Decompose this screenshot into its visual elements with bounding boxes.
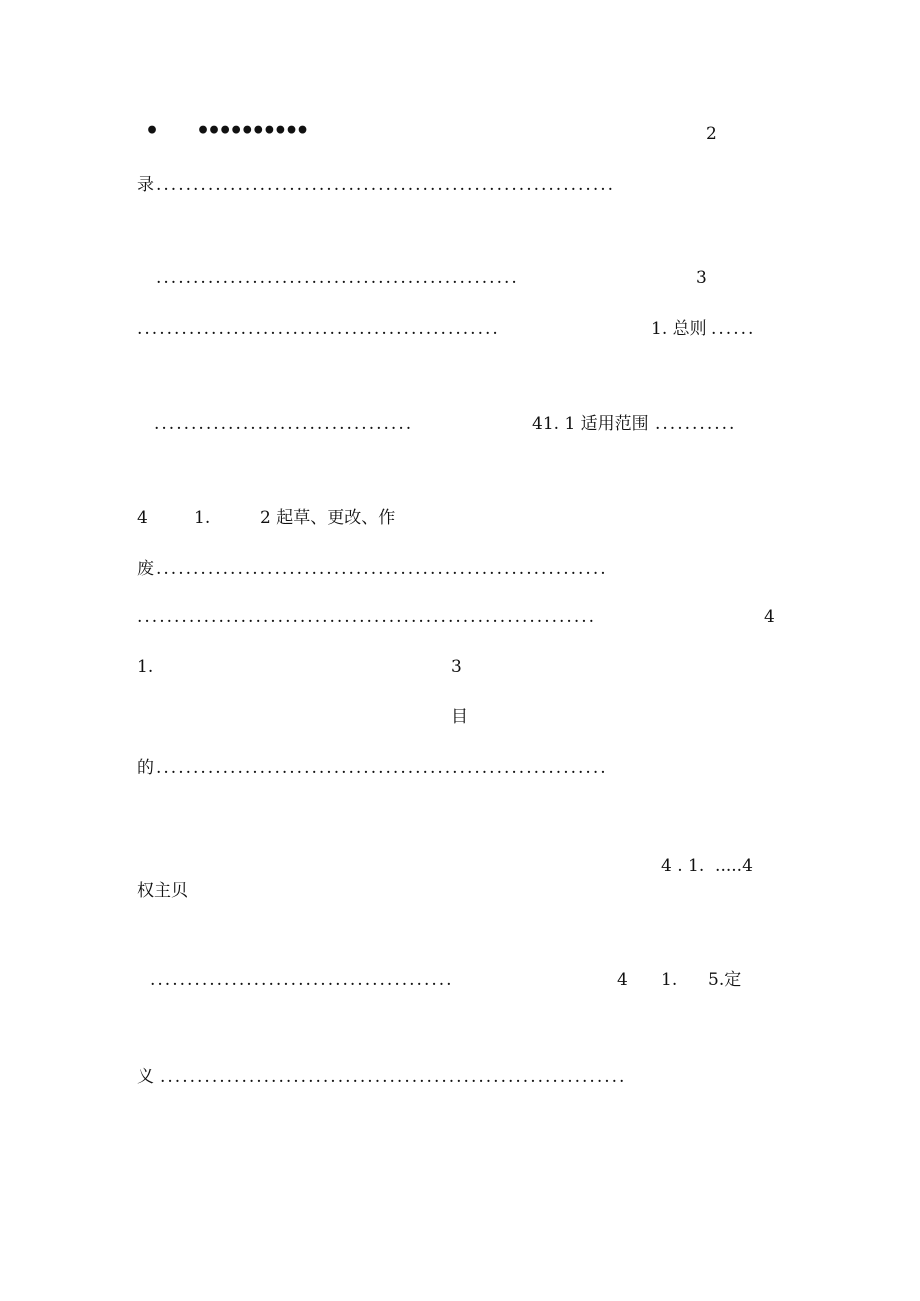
toc-line-14-page: 4 [617,970,628,990]
toc-header-dots: •••••••••• [196,118,307,144]
toc-line-14-label: 5.定 [708,970,742,990]
toc-line-7-dots: ............................................................. [156,559,608,579]
toc-line-15-char: 义 [137,1067,154,1087]
toc-line-12-text: 4 . 1. .....4 [661,856,753,876]
toc-line-5-dots: ................................... [154,414,414,434]
toc-line-3-page: 3 [696,268,707,288]
toc-line-4-label: 1. 总则 [651,319,707,339]
toc-line-9-page: 3 [451,657,462,677]
toc-line-10-char: 目 [451,707,468,727]
toc-line-15-dots: ............................................................... [160,1067,627,1087]
toc-line-6-section: 1. [194,508,211,528]
toc-line-6-num: 4 [137,508,148,528]
toc-line-4-tail: ...... [711,319,756,339]
toc-line-11-char: 的 [137,758,154,778]
toc-line-11-dots: ............................................................. [156,758,608,778]
toc-line-13-label: 权主贝 [137,881,188,901]
toc-line-8-page: 4 [764,607,775,627]
toc-line-14-num: 1. [661,970,678,990]
toc-line-mulu-dots: .............................................................. [156,175,616,195]
toc-line-7-char: 废 [137,559,154,579]
toc-line-9-num: 1. [137,657,154,677]
toc-header-bullet: • [145,118,160,144]
toc-header-page-number: 2 [706,124,717,144]
toc-line-5-label: 41. 1 适用范围 [532,414,649,434]
toc-line-6-label: 2 起草、更改、作 [260,508,396,528]
toc-line-3-dots: ................................................. [156,268,519,288]
toc-line-5-tail: ........... [655,414,737,434]
toc-line-8-dots: .............................................................. [137,607,597,627]
toc-line-4-dots: ................................................. [137,319,500,339]
toc-line-mulu-char: 录 [137,175,154,195]
toc-line-14-dots: ......................................... [150,970,454,990]
